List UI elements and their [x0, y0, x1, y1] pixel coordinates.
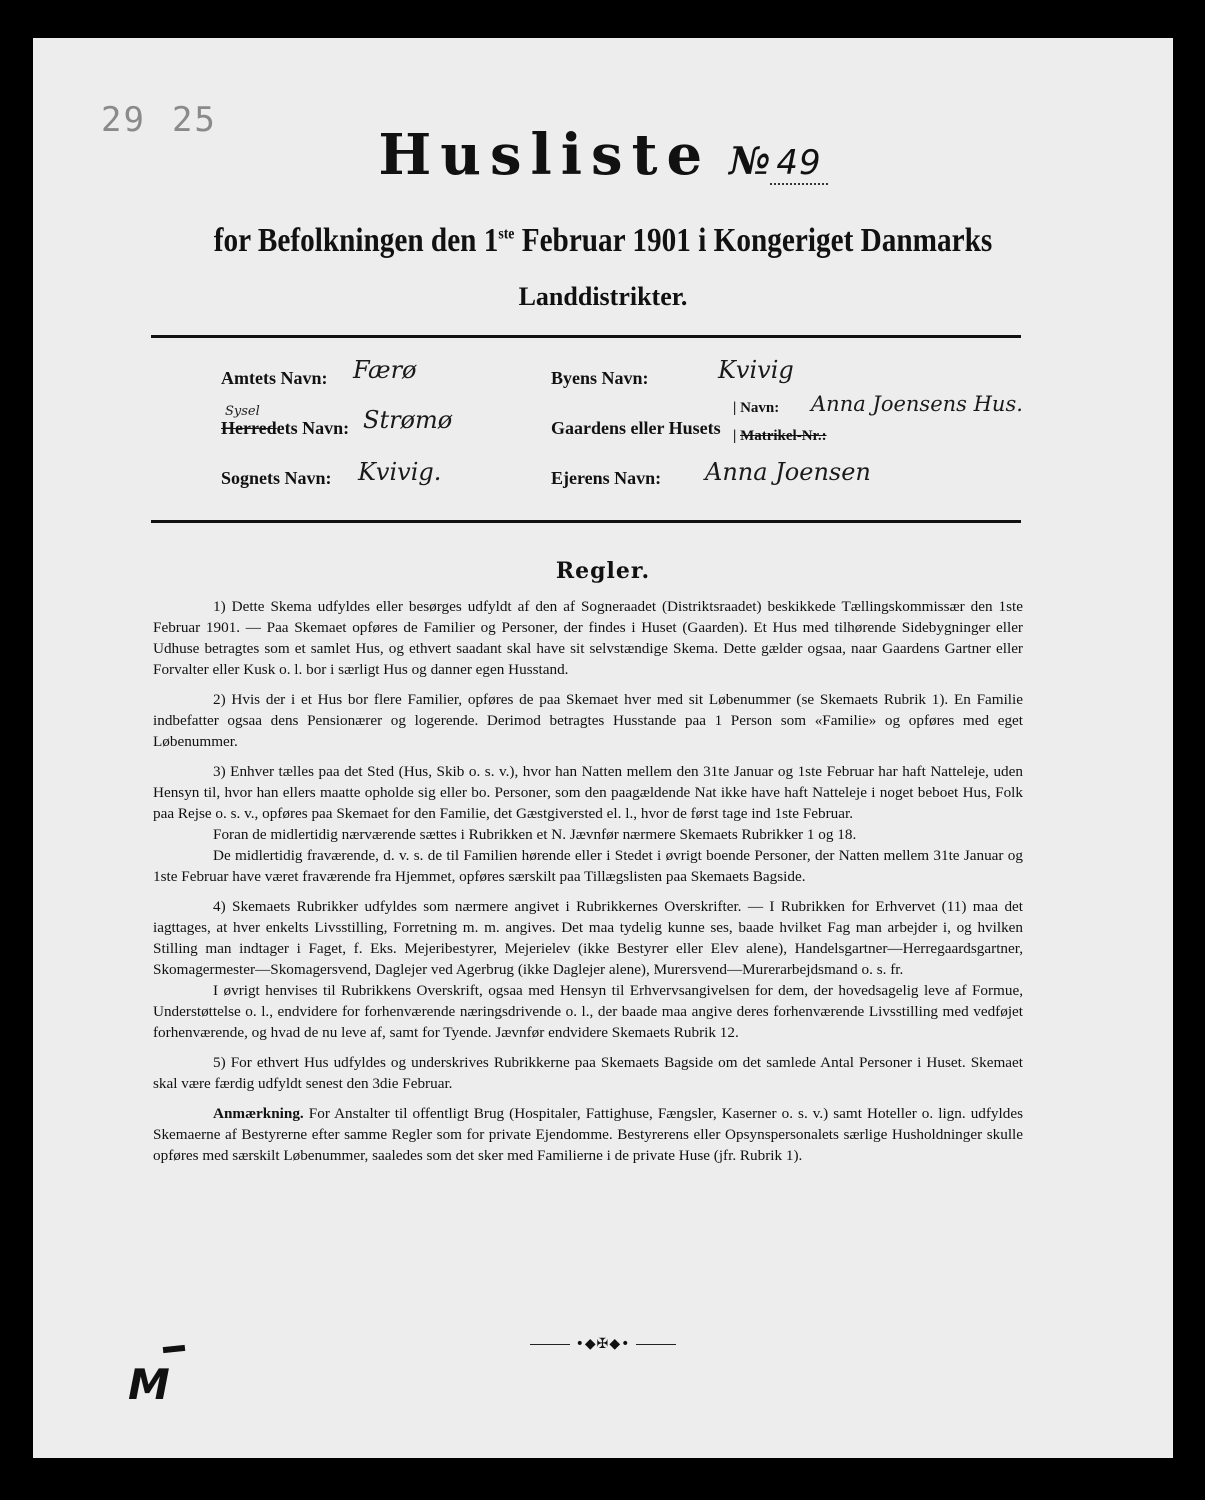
gaard-navn-value: Anna Joensens Hus.: [811, 392, 1023, 416]
ornament-line-right: [636, 1344, 676, 1345]
rules-note: [153, 1103, 1023, 1166]
form-number: 49: [770, 143, 827, 185]
bottom-rule: [151, 520, 1021, 523]
gaard-matrikel-label-text: Matrikel-Nr.:: [740, 428, 827, 444]
note-text: For Anstalter til offentligt Brug (Hospitaler, Fattighuse, Fængsler, Kaserner o. s. v.) samt Hoteller o. lign. udfyldes Skemaerne af Bestyrerne efter samme Regler som for private Ejendomme. Bestyrerens eller Opsynspersonalets særlige Husholdninger skulle opføres med særskilt Løbenummer, saaledes som det sker med Familierne i de private Huse (jfr. Rubrik 1).: [153, 1105, 1023, 1164]
form-subtitle: [113, 222, 1093, 260]
rule-5: 5) For ethvert Hus udfyldes og underskrives Rubrikkerne paa Skemaets Bagside om det samlede Antal Personer i Huset. Skemaet skal være færdig udfyldt senest den 3die Februar.: [153, 1054, 1023, 1092]
rule-4: 4) Skemaets Rubrikker udfyldes som nærmere angivet i Rubrikkernes Overskrifter. — I Rubrikken for Erhvervet (11) maa det iagttages, at hver enkelts Livsstilling, Forretning m. m. angives. Det maa tydelig kunne ses, baade hvilket Fag man arbejder i, og hvilken Stilling man indtager i Faget, f. Eks. Mejeribestyrer, Mejerielev (ikke Bestyrer eller Elev alene), Handelsgartner—Herregaardsgartner, Skomagermester—Skomagersvend, Daglejer ved Agerbrug (ikke Daglejer alene), Murersvend—Murerarbejdsmand o. s. fr.: [153, 898, 1023, 978]
top-rule: [151, 335, 1021, 338]
number-sign: №: [729, 138, 771, 183]
amt-label: Amtets Navn:: [221, 368, 328, 388]
herred-label-rest: ets Navn:: [276, 418, 350, 438]
herred-label: [221, 418, 349, 439]
sogn-value: Kvivig.: [358, 458, 442, 486]
note-label: Anmærkning.: [213, 1105, 304, 1122]
herred-value: Strømø: [363, 406, 453, 434]
rule-3b: Foran de midlertidig nærværende sættes i Rubrikken et N. Jævnfør nærmere Skemaets Rubrikker 1 og 18.: [213, 826, 857, 843]
ornament-glyphs: •◆✠◆•: [575, 1336, 631, 1352]
rule-1: 1) Dette Skema udfyldes eller besørges udfyldt af den af Sogneraadet (Distriktsraadet) beskikkede Tællingskommissær den 1ste Februar 1901. — Paa Skemaet opføres de Familier og Personer, der findes i Huset (Gaarden). Et Hus med tilhørende Sidebygninger eller Udhuse betragtes som et samlet Hus, og ethvert saadant skal have sit selvstændige Skema. Dette gælder ogsaa, naar Gaardens Gartner eller Forvalter eller Kusk o. l. bor i særligt Hus og danner egen Husstand.: [153, 598, 1023, 678]
subtitle-part-2: Februar 1901 i Kongeriget Danmarks: [514, 222, 993, 259]
archive-number-1: 29: [101, 100, 146, 140]
title-text: Husliste: [378, 122, 712, 188]
gaard-navn-label-text: Navn:: [740, 400, 780, 416]
rule-3c: De midlertidig fraværende, d. v. s. de til Familien hørende eller i Stedet i øvrigt boende Personer, der Natten mellem 31te Januar og 1ste Februar have været fraværende fra Hjemmet, opføres særskilt paa Tillægslisten paa Skemaets Bagside.: [153, 847, 1023, 885]
rule-4b: I øvrigt henvises til Rubrikkens Overskrift, ogsaa med Hensyn til Erhvervsangivelsen for dem, der hovedsagelig leve af Formue, Understøttelse o. l., endvidere for forhenværende næringsdrivende o. l., der baade maa angive deres forhenværende Livsstilling med vedføjet forhenværende, og hvad de nu leve af, samt for Tyende. Jævnfør endvidere Skemaets Rubrik 12.: [153, 982, 1023, 1041]
gaard-label: Gaardens eller Husets: [551, 418, 721, 438]
ejer-label: Ejerens Navn:: [551, 468, 662, 488]
ornament-line-left: [530, 1344, 570, 1345]
margin-handwritten-mark: M: [128, 1360, 170, 1409]
rule-2: 2) Hvis der i et Hus bor flere Familier, opføres de paa Skemaet hver med sit Løbenummer (se Skemaets Rubrik 1). En Familie indbefatter ogsaa dens Pensionærer og logerende. Derimod betragtes Husstande paa 1 Person som «Familie» og opføres med eget Løbenummer.: [153, 691, 1023, 750]
gaard-matrikel-label: | Matrikel-Nr.:: [733, 428, 827, 444]
gaard-navn-label: | Navn:: [733, 400, 780, 416]
district-heading: Landdistrikter.: [518, 282, 688, 311]
by-value: Kvivig: [718, 356, 794, 384]
ejer-value: Anna Joensen: [705, 458, 871, 486]
rules-body: [153, 596, 1023, 1175]
closing-ornament: [33, 1336, 1173, 1352]
herred-handwritten-correction: Sysel: [225, 404, 260, 419]
amt-value: Færø: [353, 356, 417, 384]
subtitle-sup: ste: [498, 225, 515, 243]
census-form-page: [33, 38, 1173, 1458]
by-label: Byens Navn:: [551, 368, 649, 388]
herred-label-struck: Herred: [221, 418, 277, 438]
archive-number-2: 25: [171, 100, 217, 140]
sogn-label: Sognets Navn:: [221, 468, 332, 488]
form-title: [33, 122, 1173, 188]
rule-3: 3) Enhver tælles paa det Sted (Hus, Skib o. s. v.), hvor han Natten mellem den 31te Januar og 1ste Februar har haft Natteleje, uden Hensyn til, hvor han ellers maatte opholde sig eller bo. Personer, som den paagældende Nat ikke have haft Natteleje i noget beboet Hus, Folk paa Rejse o. s. v., opføres paa Skemaet for den Familie, det Gæstgiversted el. l., hvor de først tage ind 1ste Februar.: [153, 763, 1023, 822]
subtitle-part-1: for Befolkningen den 1: [213, 222, 499, 259]
rules-heading: Regler.: [555, 558, 651, 584]
